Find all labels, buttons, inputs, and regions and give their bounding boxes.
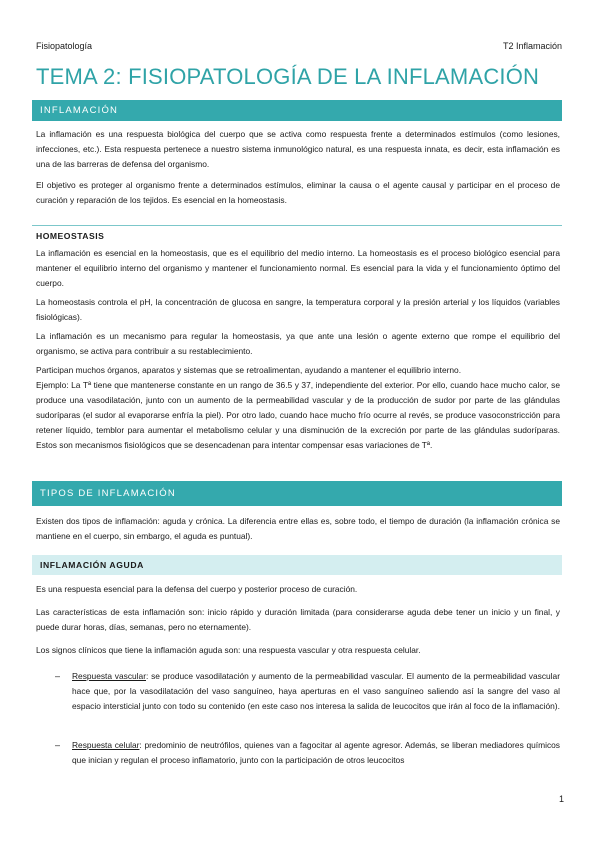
bullet-dash: – xyxy=(55,671,61,681)
section-divider xyxy=(32,225,562,226)
header-subject: Fisiopatología xyxy=(36,41,93,51)
paragraph-homeostasis-2: La homeostasis controla el pH, la concentración de glucosa en sangre, la temperatura corporal y la presión arterial y los líquidos (variables fisiológicas). xyxy=(36,297,560,322)
section-heading-tipos: TIPOS DE INFLAMACIÓN xyxy=(32,481,562,506)
paragraph-homeostasis-3: La inflamación es un mecanismo para regular la homeostasis, ya que ante una lesión o agente externo que rompe el equilibrio del organismo, se activa para contribuir a su restablecimiento. xyxy=(36,331,560,356)
subsection-heading-homeostasis: HOMEOSTASIS xyxy=(36,231,105,241)
paragraph-inflamacion-2: El objetivo es proteger al organismo frente a determinados estímulos, eliminar la causa o el agente causal y participar en el proceso de curación y reparación de los tejidos. Es esencial en la homeostasis. xyxy=(36,180,560,205)
bullet-text-vascular: : se produce vasodilatación y aumento de la permeabilidad vascular. El aumento de la permeabilidad vascular hace que, por la vasodilatación del vaso sanguíneo, haya aperturas en el vaso sanguíneo saliendo así la sangre del vaso al espacio intersticial junto con todo su contenido (en este caso nos interesa la salida de leucocitos que irán al foco de la inflamación). xyxy=(72,671,560,711)
example-text: La Tª tiene que mantenerse constante en un rango de 36.5 y 37, independiente del exterior. Por ello, cuando hace mucho calor, se produce una vasodilatación, junto con un aumento de la permeabilidad vascular y de la producción de sudor por parte de las glándulas sudoríparas (el sudor al evaporarse enfría la piel). Por otro lado, cuando hace mucho frío ocurre al revés, se produce vasoconstricción para retener líquido, temblor para aumentar el metabolismo celular y una disminución de la excreción por parte de las glándulas sudoríparas. Estos son mecanismos fisiológicos que se desencadenan para intentar compensar esas variaciones de Tª. xyxy=(36,380,561,450)
paragraph-aguda-1: Es una respuesta esencial para la defensa del cuerpo y posterior proceso de curación. xyxy=(36,584,358,594)
bullet-respuesta-vascular xyxy=(72,669,560,714)
paragraph-aguda-2: Las características de esta inflamación son: inicio rápido y duración limitada (para considerarse aguda debe tener un inicio y un final, y puede durar horas, días, semanas, pero no eternamente). xyxy=(36,607,560,632)
section-heading-inflamacion: INFLAMACIÓN xyxy=(32,100,562,121)
bullet-text-celular: : predominio de neutrófilos, quienes van a fagocitar al agente agresor. Además, se liberan mediadores químicos que inician y regulan el proceso inflamatorio, junto con la participación de otros leucocitos xyxy=(72,740,560,765)
page-title: TEMA 2: FISIOPATOLOGÍA DE LA INFLAMACIÓN xyxy=(36,64,540,89)
paragraph-homeostasis-4 xyxy=(36,363,560,453)
participation-text: Participan muchos órganos, aparatos y sistemas que se retroalimentan, ayudando a mantener el equilibrio interno. xyxy=(36,365,462,375)
page-number: 1 xyxy=(558,794,564,804)
bullet-dash: – xyxy=(55,740,61,750)
header-topic: T2 Inflamación xyxy=(502,41,562,51)
bullet-respuesta-celular xyxy=(72,738,560,768)
paragraph-homeostasis-1: La inflamación es esencial en la homeostasis, que es el equilibrio del medio interno. La homeostasis es el proceso biológico esencial para mantener el equilibrio interno del organismo y mantener el funcionamiento normal. Es esencial para la vida y el funcionamiento óptimo del cuerpo. xyxy=(36,248,560,288)
example-label: Ejemplo: xyxy=(36,380,69,390)
paragraph-tipos-1: Existen dos tipos de inflamación: aguda y crónica. La diferencia entre ellas es, sobre todo, el tiempo de duración (la inflamación crónica se mantiene en el cuerpo, sin embargo, el aguda es puntual). xyxy=(36,516,560,541)
paragraph-aguda-3: Los signos clínicos que tiene la inflamación aguda son: una respuesta vascular y otra respuesta celular. xyxy=(36,645,421,655)
subsection-heading-aguda: INFLAMACIÓN AGUDA xyxy=(32,555,562,575)
bullet-label-vascular: Respuesta vascular xyxy=(72,671,146,681)
bullet-label-celular: Respuesta celular xyxy=(72,740,140,750)
paragraph-inflamacion-1: La inflamación es una respuesta biológica del cuerpo que se activa como respuesta frente a determinados estímulos (como lesiones, infecciones, etc.). Esta respuesta pertenece a nuestro sistema inmunológico natural, es una respuesta innata, es decir, esta inflamación es una de las barreras de defensa del organismo. xyxy=(36,129,560,169)
